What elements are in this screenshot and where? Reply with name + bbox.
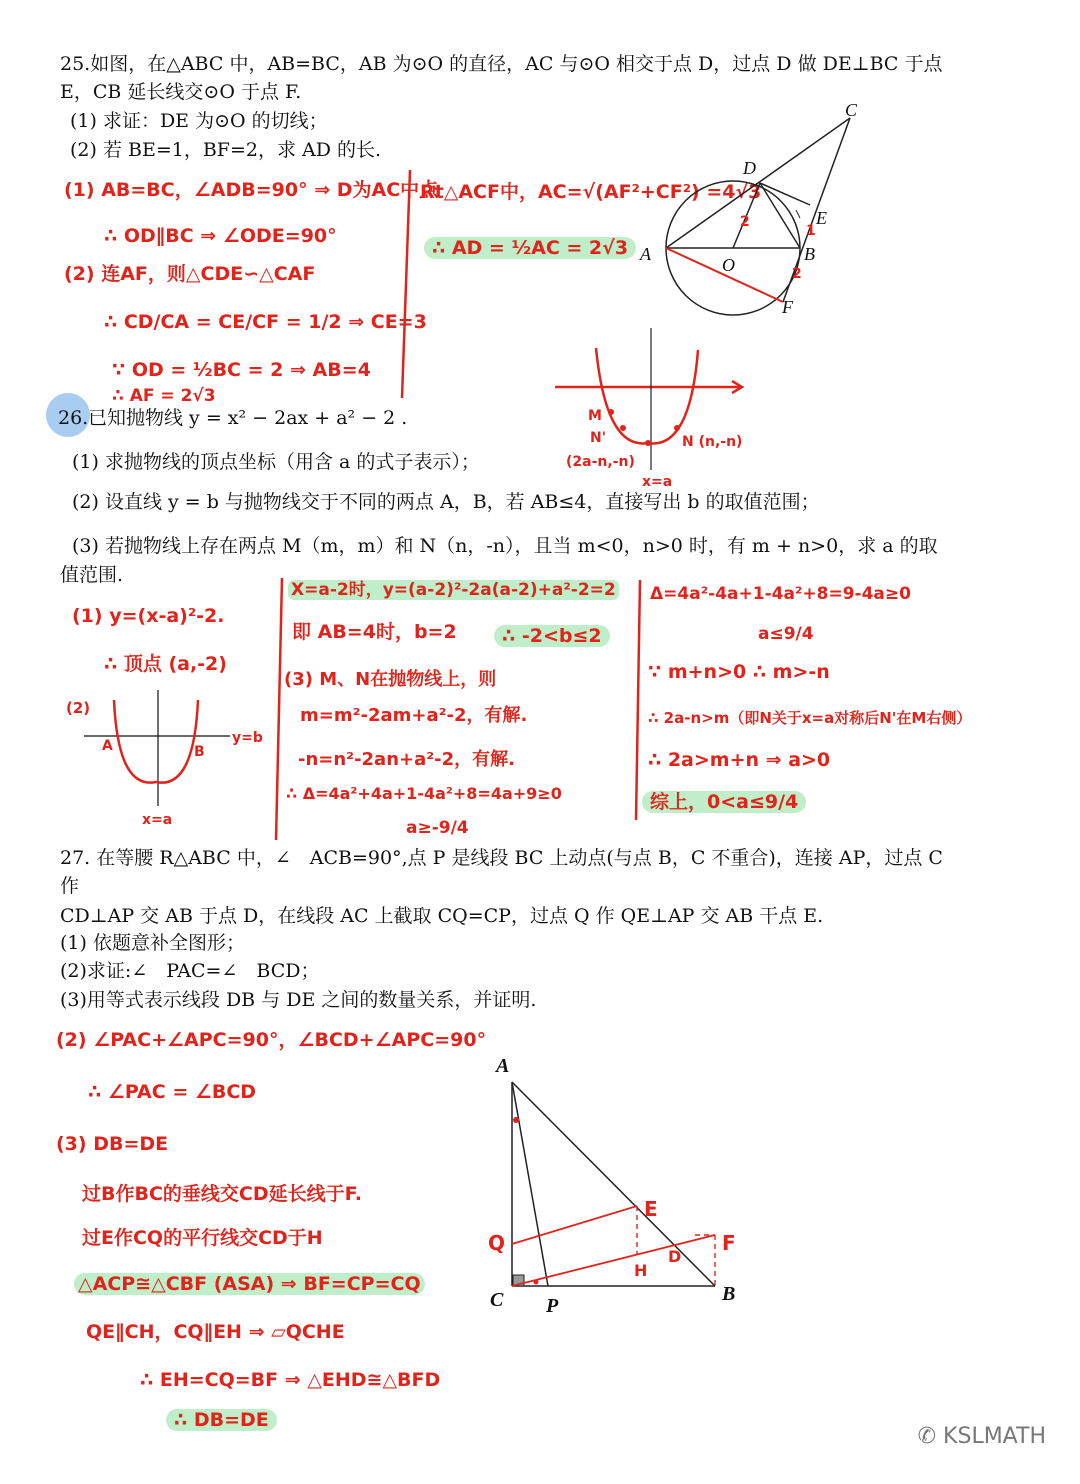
fig25-mark: 1: [806, 223, 816, 239]
sketch-label: N': [590, 430, 607, 446]
q25-note: Rt△ACF中，AC=√(AF²+CF²) =4√3: [420, 181, 762, 203]
q26-final-answer: 综上，0<a≤9/4: [642, 791, 806, 813]
q27-part1: (1) 依题意补全图形；: [60, 932, 245, 954]
watermark: [918, 1424, 1046, 1449]
sketch-label: x=a: [642, 474, 673, 490]
q25-part1: (1) 求证：DE 为⊙O 的切线；: [70, 110, 328, 132]
q25-note: (2) 连AF，则△CDE∽△CAF: [64, 263, 316, 285]
q25-stem-line1: 25.如图，在△ABC 中，AB=BC，AB 为⊙O 的直径，AC 与⊙O 相交于点 D，过点 D 做 DE⊥BC 于点: [60, 53, 943, 75]
q27-stem-line1: 27. 在等腰 R△ABC 中，∠ ACB=90°,点 P 是线段 BC 上动点(与点 B，C 不重合)，连接 AP，过点 C: [60, 847, 943, 869]
fig25-label: F: [782, 297, 793, 317]
sketch-label: M: [588, 408, 602, 424]
q27-note: ∴ ∠PAC = ∠BCD: [88, 1081, 257, 1103]
q26-stem: 已知抛物线 y = x² − 2ax + a² − 2 .: [88, 407, 408, 429]
q26-note: (2): [66, 699, 91, 717]
q25-note: ∴ OD∥BC ⇒ ∠ODE=90°: [104, 225, 337, 247]
q26-note: a≥-9/4: [406, 818, 469, 838]
fig27-label: B: [722, 1283, 736, 1305]
fig27-label: C: [490, 1289, 504, 1311]
q26-note: X=a-2时，y=(a-2)²-2a(a-2)+a²-2=2: [288, 580, 619, 600]
q26-note: (3) M、N在抛物线上，则: [284, 669, 497, 690]
q27-note: 过E作CQ的平行线交CD于H: [82, 1227, 323, 1249]
q26-part3-line1: (3) 若抛物线上存在两点 M（m，m）和 N（n，-n），且当 m<0，n>0 时，有 m + n>0，求 a 的取: [72, 535, 938, 557]
q27-note: 过B作BC的垂线交CD延长线于F.: [82, 1183, 363, 1205]
fig25-mark: 2: [740, 214, 750, 230]
wechat-icon: ✆: [917, 1424, 944, 1449]
q25-note: ∵ OD = ½BC = 2 ⇒ AB=4: [112, 359, 371, 381]
q25-part2: (2) 若 BE=1，BF=2，求 AD 的长.: [70, 139, 382, 161]
watermark-text: KSLMATH: [943, 1424, 1046, 1449]
q27-answer-highlight: ∴ DB=DE: [166, 1409, 277, 1431]
q26-note: (1) y=(x-a)²-2.: [72, 605, 225, 627]
fig27-label: H: [634, 1261, 648, 1280]
q27-note: (3) DB=DE: [56, 1133, 169, 1155]
q26-answer-highlight: ∴ -2<b≤2: [494, 625, 610, 647]
fig27-label: Q: [488, 1231, 506, 1255]
q25-note: (1) AB=BC，∠ADB=90° ⇒ D为AC中点: [64, 179, 439, 201]
q26-number: 26.: [58, 407, 89, 429]
q26-part1: (1) 求抛物线的顶点坐标（用含 a 的式子表示）；: [72, 451, 480, 473]
q27-part2: (2)求证:∠ PAC=∠ BCD；: [60, 960, 320, 982]
q27-stem-line2: 作: [60, 875, 80, 897]
fig25-label: A: [640, 244, 651, 264]
fig25-mark: 2: [792, 266, 802, 282]
q26-note: ∴ 2a-n>m（即N关于x=a对称后N'在M右侧）: [648, 709, 972, 727]
q25-answer-highlight: ∴ AD = ½AC = 2√3: [424, 237, 636, 259]
graph-label: A: [102, 738, 113, 754]
fig25-label: D: [743, 158, 756, 178]
sketch-label: N (n,-n): [682, 434, 743, 450]
fig27-label: P: [546, 1295, 559, 1317]
fig25-label: B: [804, 244, 815, 264]
q27-note: (2) ∠PAC+∠APC=90°，∠BCD+∠APC=90°: [56, 1029, 487, 1051]
q27-part3: (3)用等式表示线段 DB 与 DE 之间的数量关系，并证明.: [60, 989, 537, 1011]
q27-note: ∴ EH=CQ=BF ⇒ △EHD≅△BFD: [140, 1369, 441, 1391]
fig25-label: C: [845, 100, 858, 120]
q27-stem-line3: CD⊥AP 交 AB 于点 D，在线段 AC 上截取 CQ=CP，过点 Q 作 QE⊥AP 交 AB 干点 E.: [60, 905, 824, 927]
q26-note: ∴ 2a>m+n ⇒ a>0: [648, 749, 831, 771]
fig27-label: E: [644, 1197, 658, 1221]
q26-note: m=m²-2am+a²-2，有解.: [300, 705, 528, 726]
q27-note: QE∥CH，CQ∥EH ⇒ ▱QCHE: [86, 1321, 345, 1343]
q25-note: ∴ CD/CA = CE/CF = 1/2 ⇒ CE=3: [104, 311, 427, 333]
fig25-label: E: [816, 208, 827, 228]
q27-note: △ACP≅△CBF (ASA) ⇒ BF=CP=CQ: [74, 1273, 425, 1295]
q26-note: 即 AB=4时，b=2: [292, 621, 457, 643]
q25-stem-line2: E，CB 延长线交⊙O 于点 F.: [60, 81, 302, 103]
q25-note: ∴ AF = 2√3: [112, 386, 216, 406]
fig27-label: D: [668, 1247, 682, 1266]
graph-label: x=a: [142, 812, 173, 828]
q26-note: Δ=4a²-4a+1-4a²+8=9-4a≥0: [650, 584, 911, 604]
q26-note: -n=n²-2an+a²-2，有解.: [298, 749, 515, 770]
q26-part3-line2: 值范围.: [60, 564, 124, 586]
q26-note: ∴ 顶点 (a,-2): [104, 653, 227, 675]
fig27-label: F: [722, 1231, 736, 1255]
q26-note: ∵ m+n>0 ∴ m>-n: [648, 661, 830, 683]
fig25-label: O: [722, 255, 735, 275]
fig27-label: A: [496, 1055, 510, 1077]
q26-part2: (2) 设直线 y = b 与抛物线交于不同的两点 A，B，若 AB≤4，直接写出 b 的取值范围；: [72, 491, 820, 513]
graph-label: y=b: [232, 730, 263, 746]
q26-note: a≤9/4: [758, 624, 814, 644]
q26-note: ∴ Δ=4a²+4a+1-4a²+8=4a+9≥0: [286, 784, 562, 803]
graph-label: B: [194, 744, 205, 760]
sketch-label: (2a-n,-n): [566, 454, 635, 470]
